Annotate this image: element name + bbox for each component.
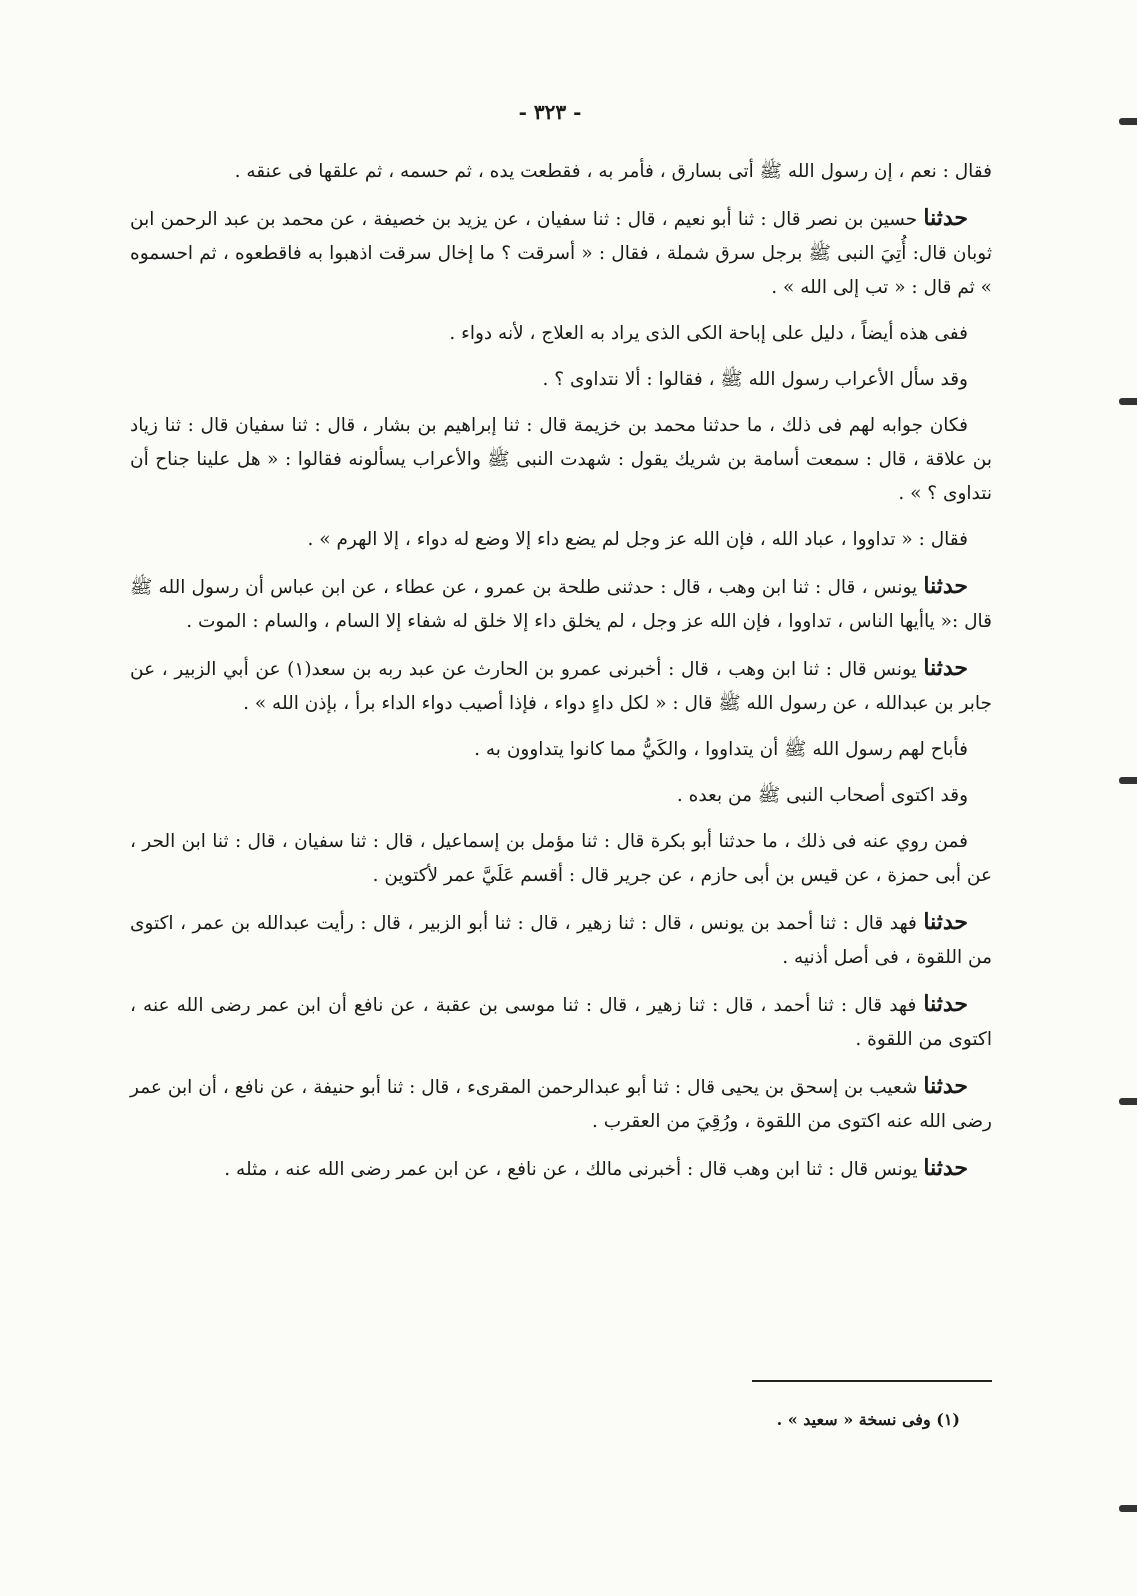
paragraph-text: حسين بن نصر قال : ثنا أبو نعيم ، قال : ثنا سفيان ، عن يزيد بن خصيفة ، عن محمد بن عبد الرحمن ابن ثوبان قال: أُتِيَ النبى ﷺ برجل سرق شملة ، فقال : « أسرقت ؟ ما إخال سرقت اذهبوا به فاقطعوه ، ثم احسموه » ثم قال : « تب إلى الله » . — [130, 209, 992, 298]
paragraph-text: وقد اكتوى أصحاب النبى ﷺ من بعده . — [676, 785, 968, 806]
paragraph-text: يونس ، قال : ثنا ابن وهب ، قال : حدثنى طلحة بن عمرو ، عن عطاء ، عن ابن عباس أن رسول الله ﷺ قال :« ياأيها الناس ، تداووا ، فإن الله عز وجل ، لم يخلق داء إلا خلق له شفاء إلا السام ، والسام : الموت . — [130, 577, 992, 632]
paragraph-text: فمن روي عنه فى ذلك ، ما حدثنا أبو بكرة قال : ثنا مؤمل بن إسماعيل ، قال : ثنا سفيان ، قال : ثنا ابن الحر ، عن أبى حمزة ، عن قيس بن أبى حازم ، عن جرير قال : أقسم عَلَيَّ عمر لأكتوين . — [130, 831, 992, 886]
paragraph-text: يونس قال : ثنا ابن وهب قال : أخبرنى مالك ، عن نافع ، عن ابن عمر رضى الله عنه ، مثله . — [224, 1159, 918, 1180]
paragraph — [130, 905, 992, 975]
footnote-divider — [752, 1380, 992, 1382]
hadith-lead-word: حدثنا — [923, 655, 969, 681]
paragraph — [130, 409, 992, 511]
main-text-body — [130, 155, 992, 1199]
paragraph-text: ففى هذه أيضاً ، دليل على إباحة الكى الذى يراد به العلاج ، لأنه دواء . — [449, 323, 968, 344]
hadith-lead-word: حدثنا — [923, 1155, 968, 1181]
paragraph — [130, 523, 992, 557]
hadith-lead-word: حدثنا — [923, 205, 968, 231]
page-number: - ٣٢٣ - — [518, 100, 582, 124]
paragraph — [130, 1069, 992, 1139]
footnote: (١) وفى نسخة « سعيد » . — [776, 1410, 960, 1429]
paragraph-text: شعيب بن إسحق بن يحيى قال : ثنا أبو عبدالرحمن المقرىء ، قال : ثنا أبو حنيفة ، عن نافع ، أن ابن عمر رضى الله عنه اكتوى من اللقوة ، ورُقِيَ من العقرب . — [130, 1077, 992, 1132]
paragraph — [130, 155, 992, 189]
paragraph-text: يونس قال : ثنا ابن وهب ، قال : أخبرنى عمرو بن الحارث عن عبد ربه بن سعد(١) عن أبي الزبير ، عن جابر بن عبدالله ، عن رسول الله ﷺ قال : « لكل داءٍ دواء ، فإذا أصيب دواء الداء برأ ، بإذن الله » . — [130, 659, 992, 714]
paragraph-text: فأباح لهم رسول الله ﷺ أن يتداووا ، والكَيُّ مما كانوا يتداوون به . — [474, 739, 968, 760]
hadith-lead-word: حدثنا — [923, 1073, 968, 1099]
paragraph-text: فهد قال : ثنا أحمد ، قال : ثنا زهير ، قال : ثنا موسى بن عقبة ، عن نافع أن ابن عمر رضى الله عنه ، اكتوى من اللقوة . — [130, 995, 992, 1050]
paragraph-text: فهد قال : ثنا أحمد بن يونس ، قال : ثنا زهير ، قال : ثنا أبو الزبير ، قال : رأيت عبدالله بن عمر ، اكتوى من اللقوة ، فى أصل أذنيه . — [130, 913, 992, 968]
hadith-lead-word: حدثنا — [923, 991, 968, 1017]
page-edge-mark — [1119, 777, 1137, 784]
page-edge-mark — [1119, 1505, 1137, 1512]
paragraph — [130, 569, 992, 639]
page-edge-mark — [1119, 1098, 1137, 1105]
paragraph — [130, 987, 992, 1057]
hadith-lead-word: حدثنا — [923, 573, 968, 599]
paragraph — [130, 651, 992, 721]
hadith-lead-word: حدثنا — [923, 909, 968, 935]
paragraph — [130, 733, 992, 767]
paragraph-text: وقد سأل الأعراب رسول الله ﷺ ، فقالوا : ألا نتداوى ؟ . — [542, 369, 968, 390]
paragraph — [130, 825, 992, 893]
page-edge-mark — [1119, 118, 1137, 125]
paragraph — [130, 201, 992, 305]
page-edge-mark — [1119, 398, 1137, 405]
paragraph — [130, 317, 992, 351]
paragraph — [130, 1151, 992, 1187]
paragraph-text: فقال : نعم ، إن رسول الله ﷺ أتى بسارق ، فأمر به ، فقطعت يده ، ثم حسمه ، ثم علقها فى عنقه . — [234, 161, 992, 182]
paragraph-text: فكان جوابه لهم فى ذلك ، ما حدثنا محمد بن خزيمة قال : ثنا إبراهيم بن بشار ، قال : ثنا سفيان قال : ثنا زياد بن علاقة ، قال : سمعت أسامة بن شريك يقول : شهدت النبى ﷺ والأعراب يسألونه فقالوا : « هل علينا جناح أن نتداوى ؟ » . — [130, 415, 992, 504]
paragraph-text: فقال : « تداووا ، عباد الله ، فإن الله عز وجل لم يضع داء إلا وضع له دواء ، إلا الهرم » . — [307, 529, 968, 550]
paragraph — [130, 779, 992, 813]
paragraph — [130, 363, 992, 397]
